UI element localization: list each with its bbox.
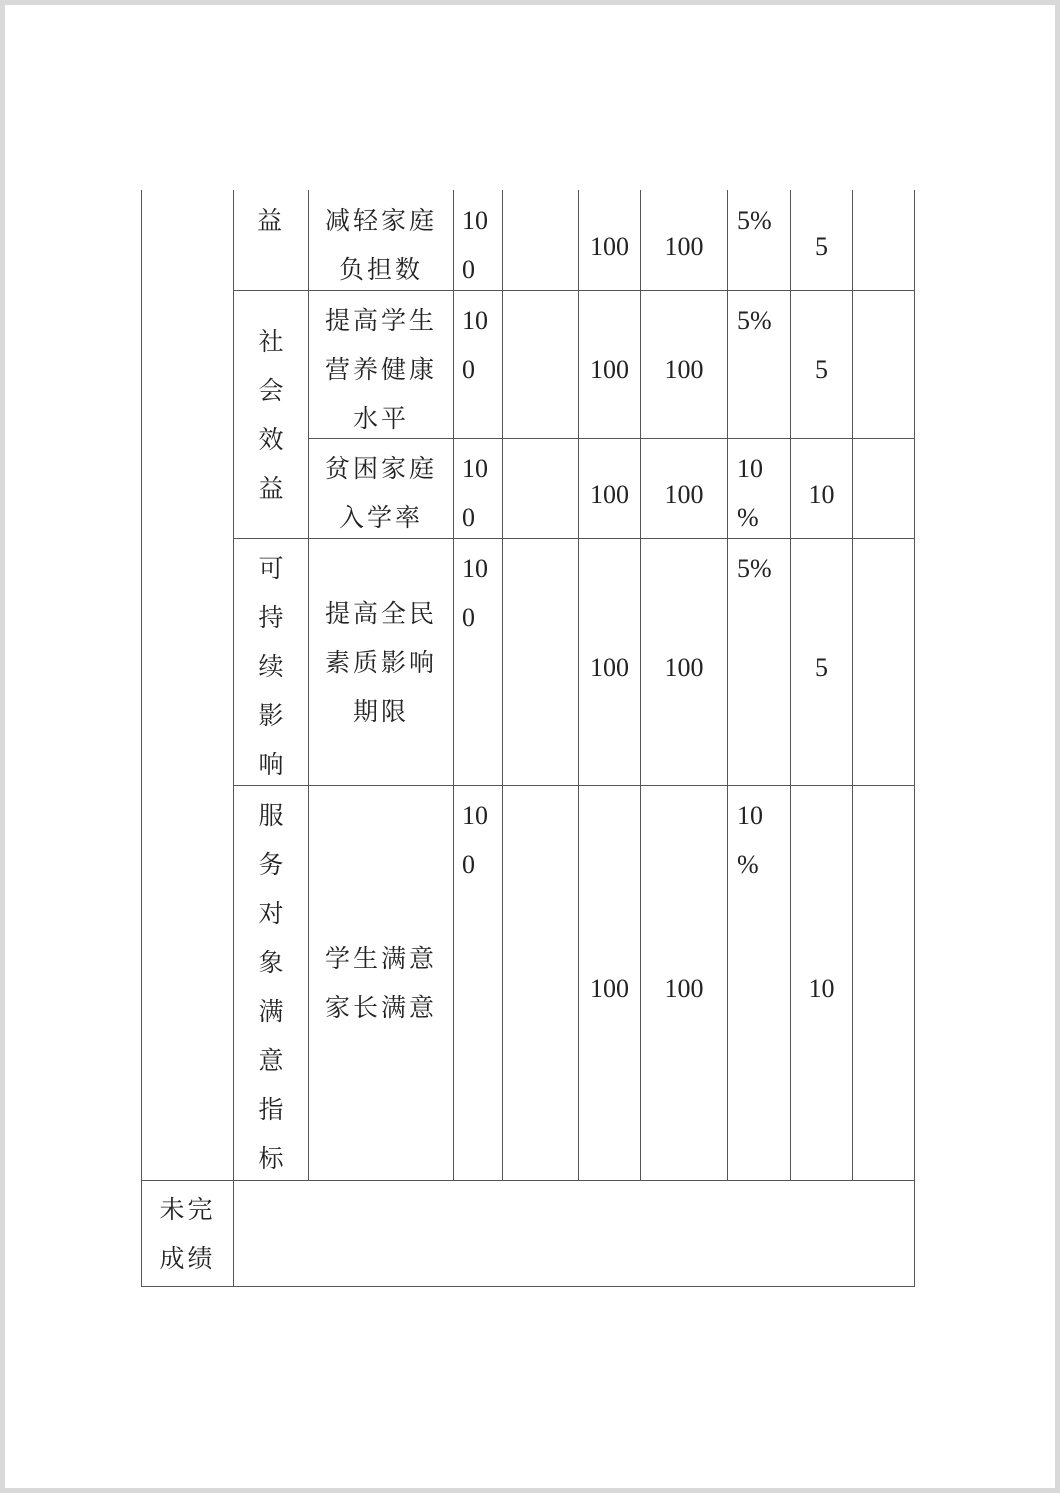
target-cell: 10 0: [462, 801, 488, 879]
score-base-cell-wrap: [641, 444, 727, 544]
category-cell-wrap: [234, 791, 308, 1180]
target-cell-wrap: [462, 296, 502, 438]
score-base-cell-wrap: [641, 196, 727, 296]
actual-cell: 100: [590, 652, 629, 682]
score-base-cell: 100: [664, 973, 704, 1003]
indicator-cell-wrap: [309, 444, 453, 538]
score-cell-wrap: [791, 539, 852, 795]
actual-cell: 100: [590, 479, 629, 509]
actual-cell-wrap: [579, 539, 640, 795]
score-cell: 10: [808, 479, 835, 509]
table-border-left: [141, 190, 142, 1287]
score-cell: 5: [815, 652, 828, 682]
actual-cell: 100: [590, 973, 629, 1003]
target-cell-wrap: [462, 444, 502, 538]
score-base-cell-wrap: [641, 786, 727, 1190]
weight-cell: 5%: [737, 306, 772, 335]
score-base-cell: 100: [664, 652, 704, 682]
footer-label: 未完 成绩: [159, 1194, 216, 1273]
weight-cell: 10 %: [737, 801, 763, 879]
weight-cell: 5%: [737, 206, 772, 235]
table-col-divider: [852, 190, 853, 1180]
table-col-divider: [453, 190, 454, 1180]
target-cell: 10 0: [462, 206, 488, 284]
category-cell-wrap: [234, 544, 308, 785]
score-cell: 10: [808, 973, 835, 1003]
indicator-cell: 提高学生 营养健康 水平: [324, 306, 437, 433]
score-base-cell-wrap: [641, 291, 727, 448]
score-base-cell-wrap: [641, 539, 727, 795]
category-cell-wrap: [234, 291, 308, 538]
target-cell: 10 0: [462, 554, 488, 632]
indicator-cell-wrap: [309, 539, 453, 785]
indicator-cell-wrap: [309, 196, 453, 290]
actual-cell-wrap: [579, 444, 640, 544]
score-cell: 5: [815, 231, 828, 261]
actual-cell: 100: [590, 231, 629, 261]
category-cell: 可 持 续 影 响: [258, 554, 284, 779]
target-cell: 10 0: [462, 306, 488, 384]
table-col-divider: [727, 190, 728, 1180]
score-cell-wrap: [791, 444, 852, 544]
score-cell: 5: [815, 355, 828, 384]
target-cell-wrap: [462, 791, 502, 1180]
weight-cell-wrap: [737, 791, 790, 1180]
table-border-bottom: [141, 1286, 915, 1287]
table-border-right: [914, 190, 915, 1287]
indicator-cell: 贫困家庭 入学率: [324, 454, 437, 532]
weight-cell-wrap: [737, 544, 790, 785]
actual-cell: 100: [590, 355, 629, 384]
footer-value-wrap: [234, 1181, 914, 1286]
indicator-cell: 学生满意 家长满意: [324, 944, 437, 1022]
category-cell: 服 务 对 象 满 意 指 标: [258, 801, 284, 1173]
weight-cell-wrap: [737, 444, 790, 538]
indicator-cell: 提高全民 素质影响 期限: [324, 598, 437, 726]
category-cell: 益: [256, 206, 285, 235]
score-base-cell: 100: [664, 231, 704, 261]
actual-cell-wrap: [579, 196, 640, 296]
table-row: [234, 196, 308, 290]
actual-cell-wrap: [579, 786, 640, 1190]
actual-cell-wrap: [579, 291, 640, 448]
target-cell: 10 0: [462, 454, 488, 532]
weight-cell: 10 %: [737, 454, 763, 532]
score-base-cell: 100: [664, 355, 704, 384]
indicator-cell: 减轻家庭 负担数: [324, 206, 437, 284]
target-cell-wrap: [462, 196, 502, 290]
score-cell-wrap: [791, 786, 852, 1190]
score-cell-wrap: [791, 291, 852, 448]
weight-cell-wrap: [737, 296, 790, 438]
category-cell: 社 会 效 益: [258, 326, 284, 503]
weight-cell: 5%: [737, 554, 772, 583]
footer-label-wrap: [142, 1181, 233, 1286]
indicator-cell-wrap: [309, 296, 453, 438]
target-cell-wrap: [462, 544, 502, 785]
score-base-cell: 100: [664, 479, 704, 509]
indicator-cell-wrap: [309, 786, 453, 1180]
table-col-divider: [502, 190, 503, 1180]
weight-cell-wrap: [737, 196, 790, 290]
score-cell-wrap: [791, 196, 852, 296]
